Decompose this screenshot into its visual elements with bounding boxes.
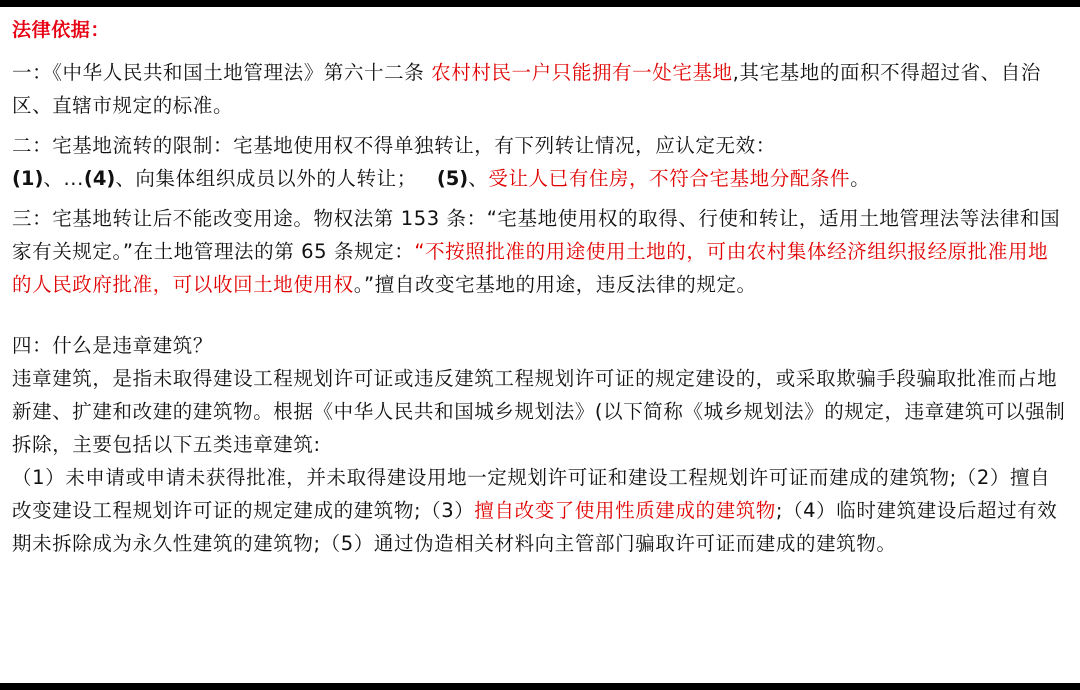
section-2-item-4-text: 、向集体组织成员以外的人转让； xyxy=(115,167,417,190)
section-3-text-2: 条：“宅基地使用权的取得、行使和转让，适用土地管理法等法律和国家有关规定。”在土地管理法的第 xyxy=(12,207,1061,263)
section-3-article-153: 153 xyxy=(400,207,440,230)
legal-basis-heading: 法律依据： xyxy=(12,19,111,41)
section-1-paragraph xyxy=(12,56,1066,122)
section-4-title: 四：什么是违章建筑？ xyxy=(12,334,214,357)
section-3-paragraph xyxy=(12,202,1066,301)
section-4-paragraph xyxy=(12,329,1066,560)
section-2-item-5-end: 。 xyxy=(850,167,871,190)
section-3-text-4: 。”擅自改变宅基地的用途，违反法律的规定。 xyxy=(353,273,757,296)
document-frame xyxy=(0,7,1080,683)
section-1-highlight: 农村村民一户只能拥有一处宅基地 xyxy=(431,61,733,84)
section-3-article-65: 65 xyxy=(301,240,328,263)
section-4-list-highlight: 擅自改变了使用性质建成的建筑物 xyxy=(474,499,776,522)
section-2-item-5-highlight: 受让人已有住房，不符合宅基地分配条件 xyxy=(488,167,851,190)
section-2-item-4-number: (4) xyxy=(83,167,116,190)
section-4-list-part-2: ;（4）临时建筑建设后超过有效期未拆除成为永久性建筑的建筑物;（5）通过伪造相关材料向主管部门骗取许可证而建成的建筑物。 xyxy=(12,499,1058,555)
section-3-text-1: 三：宅基地转让后不能改变用途。物权法第 xyxy=(12,207,401,230)
section-1-text: 一：《中华人民共和国土地管理法》第六十二条 xyxy=(12,61,432,84)
section-3-text-3: 条规定： xyxy=(327,240,415,263)
section-3-highlight: “不按照批准的用途使用土地的，可由农村集体经济组织报经原批准用地的人民政府批准，可以收回土地使用权 xyxy=(12,240,1049,296)
section-2-item-5-number: (5) xyxy=(436,167,469,190)
section-2-line: 二：宅基地流转的限制：宅基地使用权不得单独转让，有下列转让情况，应认定无效： xyxy=(12,134,776,157)
section-4-list-part-1: （1）未申请或申请未获得批准，并未取得建设用地一定规划许可证和建设工程规划许可证而建成的建筑物;（2）擅自改变建设工程规划许可证的规定建成的建筑物;（3） xyxy=(12,466,1051,522)
section-2-item-5-prefix: 、 xyxy=(468,167,489,190)
section-2-paragraph xyxy=(12,129,1066,195)
section-1-text-rest: ,其宅基地的面积不得超过省、自治区、直辖市规定的标准。 xyxy=(12,61,1041,117)
document-body xyxy=(12,11,1066,560)
section-2-item-separator: 、... xyxy=(43,167,84,190)
section-4-body: 违章建筑，是指未取得建设工程规划许可证或违反建筑工程规划许可证的规定建设的，或采取欺骗手段骗取批准而占地新建、扩建和改建的建筑物。根据《中华人民共和国城乡规划法》(以下简称《城乡规划法》的规定，违章建筑可以强制拆除，主要包括以下五类违章建筑: xyxy=(12,367,1066,456)
section-2-item-1-number: (1) xyxy=(12,167,44,190)
